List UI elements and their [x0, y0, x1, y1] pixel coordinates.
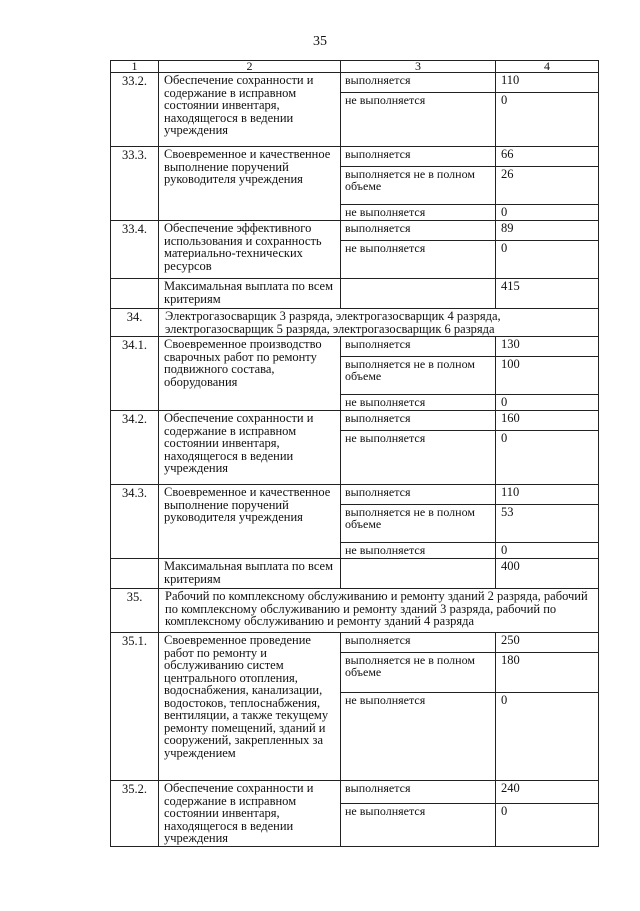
criterion-text: Обеспечение эффективного использования и сохранность материально-технических ресурсов — [159, 221, 341, 279]
condition-label: не выполняется — [341, 205, 496, 221]
page-number: 35 — [313, 34, 327, 49]
condition-label: выполняется не в полном объеме — [341, 167, 496, 205]
max-payment-label: Максимальная выплата по всем критериям — [159, 279, 341, 309]
condition-label: не выполняется — [341, 395, 496, 411]
empty-cell — [111, 559, 159, 589]
points-value: 53 — [496, 505, 599, 543]
condition-label: выполняется — [341, 633, 496, 653]
points-value: 0 — [496, 241, 599, 279]
empty-cell — [341, 559, 496, 589]
points-value: 240 — [496, 781, 599, 804]
points-value: 0 — [496, 93, 599, 147]
points-value: 0 — [496, 205, 599, 221]
points-value: 26 — [496, 167, 599, 205]
condition-label: выполняется не в полном объеме — [341, 357, 496, 395]
condition-label: выполняется — [341, 73, 496, 93]
section-number: 35. — [111, 589, 159, 633]
condition-label: не выполняется — [341, 543, 496, 559]
section-row — [111, 309, 599, 337]
item-number: 35.1. — [111, 633, 159, 781]
points-value: 100 — [496, 357, 599, 395]
criterion-text: Обеспечение сохранности и содержание в исправном состоянии инвентаря, находящегося в ведении учреждения — [159, 411, 341, 485]
criterion-text: Обеспечение сохранности и содержание в исправном состоянии инвентаря, находящегося в ведении учреждения — [159, 781, 341, 847]
condition-label: выполняется — [341, 147, 496, 167]
header-cell: 3 — [341, 61, 496, 73]
item-number: 34.2. — [111, 411, 159, 485]
points-value: 250 — [496, 633, 599, 653]
points-value: 130 — [496, 337, 599, 357]
item-number: 34.1. — [111, 337, 159, 411]
item-number: 35.2. — [111, 781, 159, 847]
points-value: 0 — [496, 431, 599, 485]
points-value: 110 — [496, 485, 599, 505]
criterion-text: Своевременное производство сварочных работ по ремонту подвижного состава, оборудования — [159, 337, 341, 411]
points-value: 0 — [496, 543, 599, 559]
header-cell: 1 — [111, 61, 159, 73]
criterion-text: Своевременное проведение работ по ремонту и обслуживанию систем центрального отопления, водоснабжения, канализации, водостоков, теплоснабжения, вентиляции, а также текущему ремонту помещений, зданий и сооружений, закрепленных за учреждением — [159, 633, 341, 781]
condition-label: выполняется — [341, 485, 496, 505]
condition-label: выполняется — [341, 781, 496, 804]
criteria-table — [110, 60, 599, 847]
empty-cell — [111, 279, 159, 309]
condition-label: не выполняется — [341, 693, 496, 781]
table-row — [111, 633, 599, 653]
points-value: 110 — [496, 73, 599, 93]
table-row — [111, 73, 599, 93]
section-row — [111, 589, 599, 633]
table-row — [111, 147, 599, 167]
condition-label: выполняется — [341, 221, 496, 241]
item-number: 33.3. — [111, 147, 159, 221]
condition-label: не выполняется — [341, 93, 496, 147]
empty-cell — [341, 279, 496, 309]
condition-label: выполняется не в полном объеме — [341, 505, 496, 543]
section-title: Рабочий по комплексному обслуживанию и ремонту зданий 2 разряда, рабочий по комплексному обслуживанию и ремонту зданий 3 разряда, рабочий по комплексному обслуживанию и ремонту зданий 4 разряда — [159, 589, 599, 633]
criterion-text: Своевременное и качественное выполнение поручений руководителя учреждения — [159, 485, 341, 559]
points-value: 180 — [496, 653, 599, 693]
max-payment-value: 400 — [496, 559, 599, 589]
table-row — [111, 485, 599, 505]
points-value: 89 — [496, 221, 599, 241]
header-cell: 4 — [496, 61, 599, 73]
item-number: 33.4. — [111, 221, 159, 279]
max-payment-label: Максимальная выплата по всем критериям — [159, 559, 341, 589]
condition-label: выполняется — [341, 337, 496, 357]
condition-label: не выполняется — [341, 431, 496, 485]
condition-label: не выполняется — [341, 803, 496, 846]
max-payment-value: 415 — [496, 279, 599, 309]
section-title: Электрогазосварщик 3 разряда, электрогазосварщик 4 разряда, электрогазосварщик 5 разряда, электрогазосварщик 6 разряда — [159, 309, 599, 337]
points-value: 0 — [496, 803, 599, 846]
section-number: 34. — [111, 309, 159, 337]
condition-label: не выполняется — [341, 241, 496, 279]
points-value: 66 — [496, 147, 599, 167]
max-payment-row — [111, 279, 599, 309]
max-payment-row — [111, 559, 599, 589]
table-row — [111, 221, 599, 241]
header-row — [111, 61, 599, 73]
points-value: 0 — [496, 693, 599, 781]
condition-label: выполняется — [341, 411, 496, 431]
item-number: 33.2. — [111, 73, 159, 147]
table-row — [111, 337, 599, 357]
condition-label: выполняется не в полном объеме — [341, 653, 496, 693]
criterion-text: Своевременное и качественное выполнение поручений руководителя учреждения — [159, 147, 341, 221]
points-value: 160 — [496, 411, 599, 431]
table-row — [111, 781, 599, 804]
item-number: 34.3. — [111, 485, 159, 559]
table-row — [111, 411, 599, 431]
points-value: 0 — [496, 395, 599, 411]
header-cell: 2 — [159, 61, 341, 73]
criterion-text: Обеспечение сохранности и содержание в исправном состоянии инвентаря, находящегося в ведении учреждения — [159, 73, 341, 147]
